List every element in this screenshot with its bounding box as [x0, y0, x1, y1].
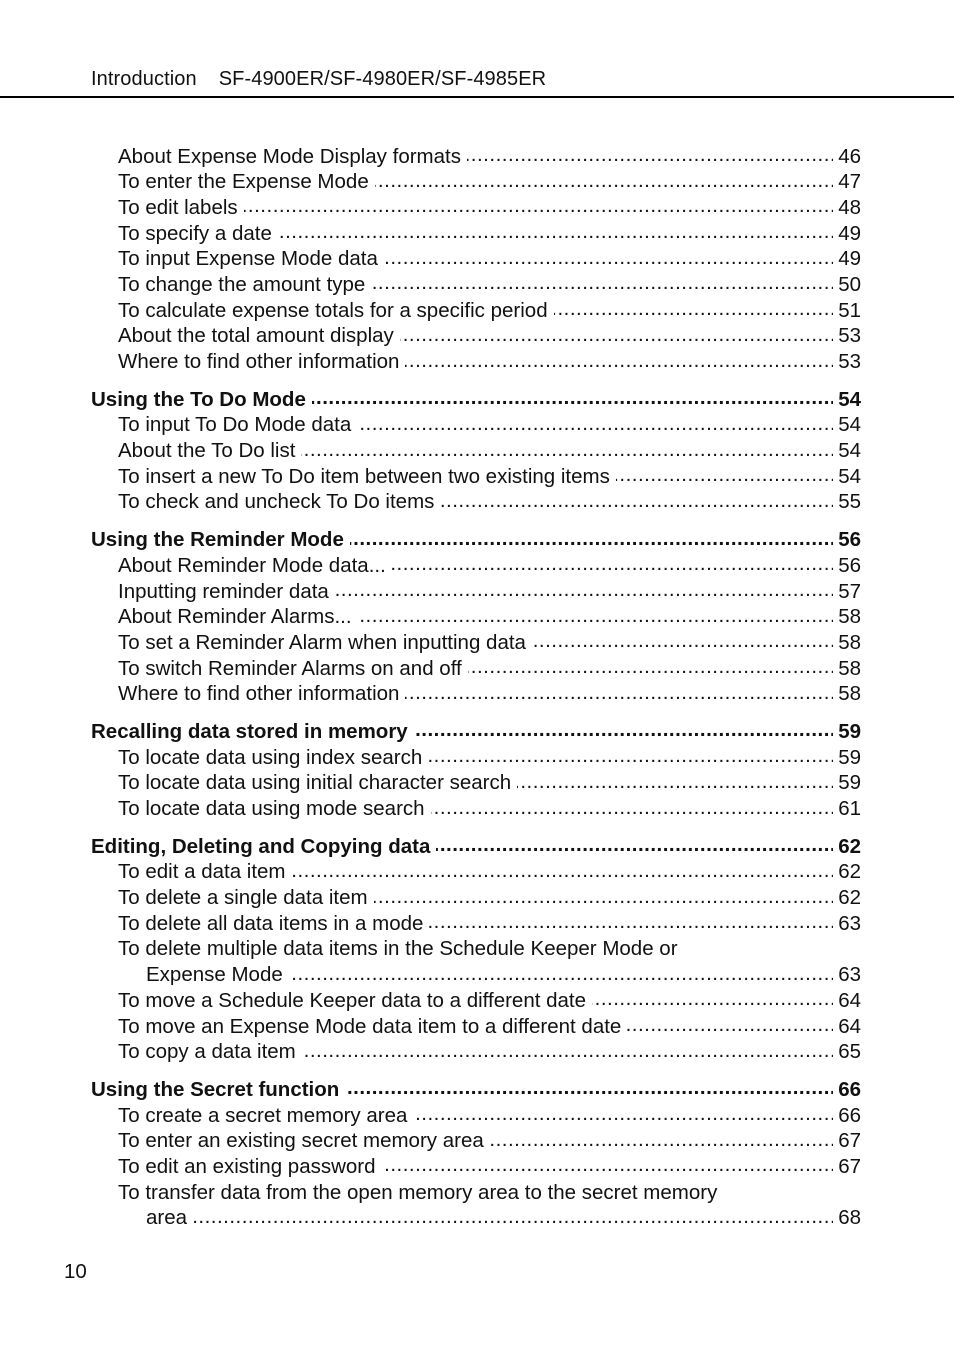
toc-entry: [91, 437, 861, 463]
toc-leader-dots: [292, 858, 833, 879]
toc-leader-dots: [684, 935, 833, 956]
toc-entry-label: To input Expense Mode data: [118, 247, 378, 271]
toc-entry-label: About Reminder Mode data...: [118, 553, 386, 577]
toc-entry: [91, 884, 861, 910]
toc-entry-page: 56: [838, 553, 861, 577]
toc-entry-label: To enter an existing secret memory area: [118, 1129, 484, 1153]
toc-entry-label: To move an Expense Mode data item to a different date: [118, 1014, 622, 1038]
toc-entry-page: 66: [838, 1103, 861, 1127]
toc-entry-page: 56: [838, 528, 861, 552]
toc-entry: [91, 603, 861, 629]
toc-section-entry: [91, 1075, 861, 1101]
toc-leader-dots: [413, 1101, 833, 1122]
toc-leader-dots: [350, 526, 833, 547]
toc-entry-label: To check and uncheck To Do items: [118, 490, 435, 514]
toc-entry-page: 66: [838, 1077, 861, 1101]
toc-entry-label: To specify a date: [118, 221, 272, 245]
toc-entry-label: Using the To Do Mode: [91, 387, 306, 411]
header-model: SF-4900ER/SF-4980ER/SF-4985ER: [218, 68, 547, 90]
toc-section-entry: [91, 526, 861, 552]
toc-entry: [91, 769, 861, 795]
toc-entry: [91, 142, 861, 168]
toc-entry-label: About the total amount display: [118, 324, 394, 348]
toc-entry: [91, 322, 861, 348]
toc-entry: [91, 1127, 861, 1153]
toc-entry-page: 64: [838, 1014, 861, 1038]
toc-leader-dots: [405, 680, 833, 701]
toc-entry-page: 61: [838, 797, 861, 820]
toc-entry: [91, 462, 861, 488]
toc-section-entry: [91, 832, 861, 858]
toc-entry: [91, 577, 861, 603]
toc-section-entry: [91, 385, 861, 411]
toc-leader-dots: [357, 411, 833, 432]
toc-entry-page: 62: [838, 860, 861, 884]
toc-entry-page: 54: [838, 464, 861, 488]
table-of-contents: [91, 142, 861, 1230]
toc-entry-label: To edit a data item: [118, 860, 286, 884]
toc-leader-dots: [244, 193, 833, 214]
toc-leader-dots: [358, 603, 833, 624]
toc-section-entry: [91, 717, 861, 743]
toc-entry-label: About the To Do list: [118, 439, 296, 463]
toc-entry: [91, 680, 861, 706]
toc-entry-label: To insert a new To Do item between two existing items: [118, 464, 610, 488]
toc-entry: [91, 1101, 861, 1127]
toc-entry-label: To transfer data from the open memory area to the secret memory: [118, 1180, 718, 1204]
toc-entry: [91, 743, 861, 769]
toc-entry-label: To enter the Expense Mode: [118, 170, 369, 194]
toc-entry: [91, 628, 861, 654]
toc-entry-page: 63: [838, 963, 861, 987]
toc-entry-label: To edit an existing password: [118, 1154, 376, 1178]
toc-entry: [91, 1152, 861, 1178]
toc-entry-label: To switch Reminder Alarms on and off: [118, 656, 462, 680]
toc-entry-page: 54: [838, 413, 861, 437]
toc-entry-label: To move a Schedule Keeper data to a different date: [118, 988, 587, 1012]
toc-entry: [91, 551, 861, 577]
toc-leader-dots: [345, 1075, 833, 1096]
toc-leader-dots: [312, 385, 833, 406]
toc-entry-page: 58: [838, 630, 861, 654]
toc-entry-label: To locate data using initial character search: [118, 771, 512, 795]
toc-entry-page: 59: [838, 745, 861, 769]
toc-entry-page: 53: [838, 350, 861, 373]
toc-leader-dots: [440, 488, 833, 509]
page-header: [0, 0, 954, 98]
toc-entry-page: 55: [838, 490, 861, 514]
toc-entry-page: 57: [838, 579, 861, 603]
toc-entry-label: To edit labels: [118, 195, 238, 219]
toc-entry: [91, 909, 861, 935]
toc-entry-page: 67: [838, 1129, 861, 1153]
toc-leader-dots: [554, 296, 833, 317]
toc-leader-dots: [467, 142, 833, 163]
toc-entry-label: About Expense Mode Display formats: [118, 144, 461, 168]
toc-entry: [91, 961, 861, 987]
toc-entry: [91, 1204, 861, 1230]
toc-entry-page: 46: [838, 144, 861, 168]
page-number: 10: [64, 1260, 87, 1283]
toc-entry-page: 59: [838, 719, 861, 743]
toc-leader-dots: [193, 1204, 833, 1225]
toc-entry-label: To delete multiple data items in the Schedule Keeper Mode or: [118, 937, 678, 961]
toc-entry-label: To change the amount type: [118, 272, 366, 296]
toc-entry-page: 48: [838, 195, 861, 219]
toc-entry-label: To copy a data item: [118, 1040, 296, 1064]
toc-leader-dots: [723, 1178, 833, 1199]
toc-entry-page: 62: [838, 834, 861, 858]
toc-leader-dots: [278, 219, 833, 240]
toc-entry-label: Where to find other information: [118, 682, 400, 706]
toc-entry-page: 47: [838, 170, 861, 194]
toc-entry-page: 58: [838, 682, 861, 706]
toc-entry-label: Where to find other information: [118, 350, 400, 373]
toc-entry-label: Expense Mode: [146, 963, 283, 987]
toc-entry-page: 68: [838, 1206, 861, 1230]
toc-leader-dots: [384, 245, 833, 266]
toc-entry-page: 53: [838, 324, 861, 348]
toc-entry: [91, 193, 861, 219]
toc-entry-page: 58: [838, 656, 861, 680]
toc-entry-label: To set a Reminder Alarm when inputting data: [118, 630, 526, 654]
toc-leader-dots: [429, 909, 833, 930]
toc-entry-label: Using the Reminder Mode: [91, 528, 344, 552]
toc-leader-dots: [532, 628, 833, 649]
toc-leader-dots: [375, 168, 833, 189]
toc-entry-label: Inputting reminder data: [118, 579, 329, 603]
toc-leader-dots: [405, 348, 833, 369]
toc-entry-label: To locate data using mode search: [118, 797, 425, 820]
toc-leader-dots: [414, 717, 833, 738]
toc-entry-label: To locate data using index search: [118, 745, 423, 769]
toc-entry: [91, 296, 861, 322]
toc-entry-page: 67: [838, 1154, 861, 1178]
toc-entry: [91, 270, 861, 296]
toc-entry-label: To delete a single data item: [118, 886, 368, 910]
toc-entry: [91, 1178, 861, 1204]
toc-leader-dots: [392, 551, 833, 572]
toc-entry-page: 65: [838, 1040, 861, 1064]
toc-entry: [91, 348, 861, 374]
toc-entry: [91, 858, 861, 884]
toc-entry-page: 50: [838, 272, 861, 296]
toc-entry-page: 62: [838, 886, 861, 910]
toc-entry-label: area: [146, 1206, 188, 1230]
toc-entry: [91, 986, 861, 1012]
toc-entry-page: 51: [838, 298, 861, 322]
toc-leader-dots: [382, 1152, 833, 1173]
toc-entry-page: 49: [838, 221, 861, 245]
toc-leader-dots: [301, 437, 833, 458]
toc-leader-dots: [400, 322, 833, 343]
toc-entry-page: 49: [838, 247, 861, 271]
toc-entry-page: 59: [838, 771, 861, 795]
toc-leader-dots: [335, 577, 833, 598]
toc-leader-dots: [431, 795, 833, 816]
toc-entry-page: 63: [838, 911, 861, 935]
toc-entry-label: To delete all data items in a mode: [118, 911, 424, 935]
toc-leader-dots: [517, 769, 833, 790]
toc-entry-label: About Reminder Alarms...: [118, 605, 352, 629]
toc-leader-dots: [490, 1127, 833, 1148]
toc-leader-dots: [616, 462, 833, 483]
toc-entry: [91, 1012, 861, 1038]
toc-entry: [91, 245, 861, 271]
toc-entry: [91, 795, 861, 821]
toc-entry-label: To input To Do Mode data: [118, 413, 352, 437]
toc-entry: [91, 219, 861, 245]
toc-entry-label: To calculate expense totals for a specific period: [118, 298, 548, 322]
toc-leader-dots: [592, 986, 833, 1007]
toc-entry: [91, 411, 861, 437]
toc-entry-page: 54: [838, 387, 861, 411]
toc-leader-dots: [436, 832, 833, 853]
header-section: Introduction: [91, 68, 197, 90]
toc-leader-dots: [371, 270, 833, 291]
toc-entry-page: 64: [838, 988, 861, 1012]
toc-entry-label: Recalling data stored in memory: [91, 719, 408, 743]
toc-entry-page: 54: [838, 439, 861, 463]
toc-entry: [91, 935, 861, 961]
toc-leader-dots: [468, 654, 833, 675]
toc-entry: [91, 654, 861, 680]
toc-leader-dots: [302, 1038, 833, 1059]
toc-leader-dots: [627, 1012, 833, 1033]
toc-leader-dots: [428, 743, 833, 764]
toc-leader-dots: [374, 884, 833, 905]
toc-entry-page: 58: [838, 605, 861, 629]
toc-entry-label: Editing, Deleting and Copying data: [91, 834, 431, 858]
toc-entry: [91, 168, 861, 194]
toc-entry-label: To create a secret memory area: [118, 1103, 408, 1127]
toc-entry-label: Using the Secret function: [91, 1077, 340, 1101]
header-text: [91, 68, 546, 91]
toc-leader-dots: [289, 961, 833, 982]
toc-entry: [91, 488, 861, 514]
toc-entry: [91, 1038, 861, 1064]
